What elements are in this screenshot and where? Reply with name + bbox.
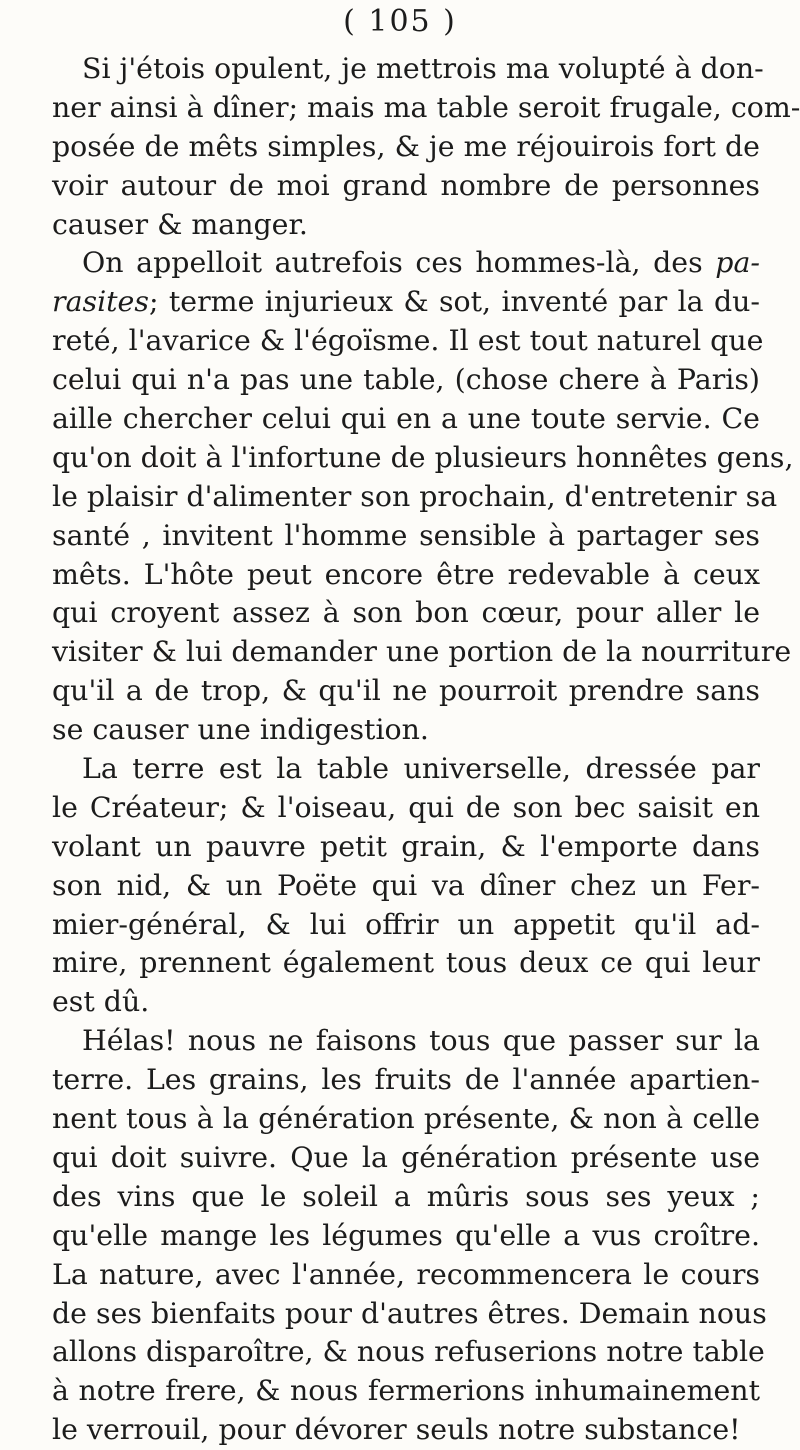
text-line xyxy=(52,439,794,478)
text-run: voir autour de moi grand nombre de personnes xyxy=(52,168,760,202)
text-run: nent tous à la génération présente, & non à celle xyxy=(52,1102,760,1136)
text-run: pa- xyxy=(715,246,760,280)
text-run: à notre frere, & nous fermerions inhumainement xyxy=(52,1374,760,1408)
text-run: Hélas! nous ne faisons tous que passer sur la xyxy=(82,1024,760,1058)
text-line xyxy=(52,556,760,595)
text-run: celui qui n'a pas une table, (chose chere à Paris) xyxy=(52,363,760,397)
text-line xyxy=(52,1333,765,1372)
text-line xyxy=(52,244,760,283)
text-line xyxy=(52,361,760,400)
text-run: La terre est la table universelle, dressée par xyxy=(82,752,760,786)
text-line xyxy=(52,906,760,945)
text-run: le verrouil, pour dévorer seuls notre substance! xyxy=(52,1413,741,1447)
text-line xyxy=(52,789,760,828)
text-line xyxy=(52,1411,760,1450)
text-line xyxy=(52,983,760,1022)
text-run: le plaisir d'alimenter son prochain, d'entretenir sa xyxy=(52,479,778,513)
text-line xyxy=(52,594,760,633)
text-line xyxy=(52,400,760,439)
text-line xyxy=(52,206,760,245)
text-run: de ses bienfaits pour d'autres êtres. Demain nous xyxy=(52,1296,767,1330)
text-line xyxy=(52,828,760,867)
text-run: ; terme injurieux & sot, inventé par la du- xyxy=(148,285,760,319)
text-run: posée de mêts simples, & je me réjouirois fort de xyxy=(52,129,760,163)
text-line xyxy=(52,1372,760,1411)
text-line xyxy=(52,517,760,556)
text-run: se causer une indigestion. xyxy=(52,713,429,747)
text-line xyxy=(52,167,760,206)
paragraph xyxy=(52,50,800,244)
text-run: santé , invitent l'homme sensible à partager ses xyxy=(52,518,760,552)
text-run: qu'elle mange les légumes qu'elle a vus croître. xyxy=(52,1218,760,1252)
text-line xyxy=(52,1256,760,1295)
text-line xyxy=(52,283,760,322)
text-run: qui croyent assez à son bon cœur, pour aller le xyxy=(52,596,760,630)
text-line xyxy=(52,944,760,983)
paragraph xyxy=(52,1022,767,1450)
text-line xyxy=(52,867,760,906)
text-run: allons disparoître, & nous refuserions notre table xyxy=(52,1335,765,1369)
text-run: ner ainsi à dîner; mais ma table seroit frugale, com- xyxy=(52,90,800,124)
text-run: mire, prennent également tous deux ce qui leur xyxy=(52,946,760,980)
paragraph xyxy=(52,750,760,1022)
text-run: son nid, & un Poëte qui va dîner chez un Fer- xyxy=(52,868,760,902)
text-run: La nature, avec l'année, recommencera le cours xyxy=(52,1257,760,1291)
text-line xyxy=(52,322,764,361)
text-line xyxy=(52,1061,760,1100)
paragraph xyxy=(52,244,794,750)
text-line xyxy=(52,89,800,128)
text-run: qu'on doit à l'infortune de plusieurs honnêtes gens, xyxy=(52,440,794,474)
text-run: mier-général, & lui offrir un appetit qu'il ad- xyxy=(52,907,760,941)
text-line xyxy=(52,1217,760,1256)
text-line xyxy=(52,1022,760,1061)
text-run: mêts. L'hôte peut encore être redevable à ceux xyxy=(52,557,760,591)
text-line xyxy=(52,633,792,672)
text-run: aille chercher celui qui en a une toute servie. Ce xyxy=(52,402,760,436)
text-run: visiter & lui demander une portion de la nourriture xyxy=(52,635,792,669)
text-line xyxy=(52,1139,760,1178)
text-run: reté, l'avarice & l'égoïsme. Il est tout naturel que xyxy=(52,324,764,358)
text-run: rasites xyxy=(52,285,149,319)
text-line xyxy=(52,478,778,517)
text-run: est dû. xyxy=(52,985,150,1019)
page-number: ( 105 ) xyxy=(343,4,457,39)
body-text xyxy=(52,50,800,1450)
text-line xyxy=(52,50,764,89)
text-line xyxy=(52,128,760,167)
text-run: terre. Les grains, les fruits de l'année apartien- xyxy=(52,1063,760,1097)
text-run: volant un pauvre petit grain, & l'emporte dans xyxy=(52,829,760,863)
text-line xyxy=(52,711,760,750)
text-line xyxy=(52,1178,760,1217)
text-run: Si j'étois opulent, je mettrois ma volupté à don- xyxy=(82,52,764,85)
text-run: des vins que le soleil a mûris sous ses yeux ; xyxy=(52,1179,760,1213)
text-line xyxy=(52,1295,767,1334)
text-run: causer & manger. xyxy=(52,207,308,241)
text-line xyxy=(52,750,760,789)
text-run: le Créateur; & l'oiseau, qui de son bec saisit en xyxy=(52,790,760,824)
text-run: qui doit suivre. Que la génération présente use xyxy=(52,1140,760,1174)
text-line xyxy=(52,672,760,711)
text-run: On appelloit autrefois ces hommes-là, des xyxy=(82,246,716,280)
text-line xyxy=(52,1100,760,1139)
text-run: qu'il a de trop, & qu'il ne pourroit prendre sans xyxy=(52,674,760,708)
